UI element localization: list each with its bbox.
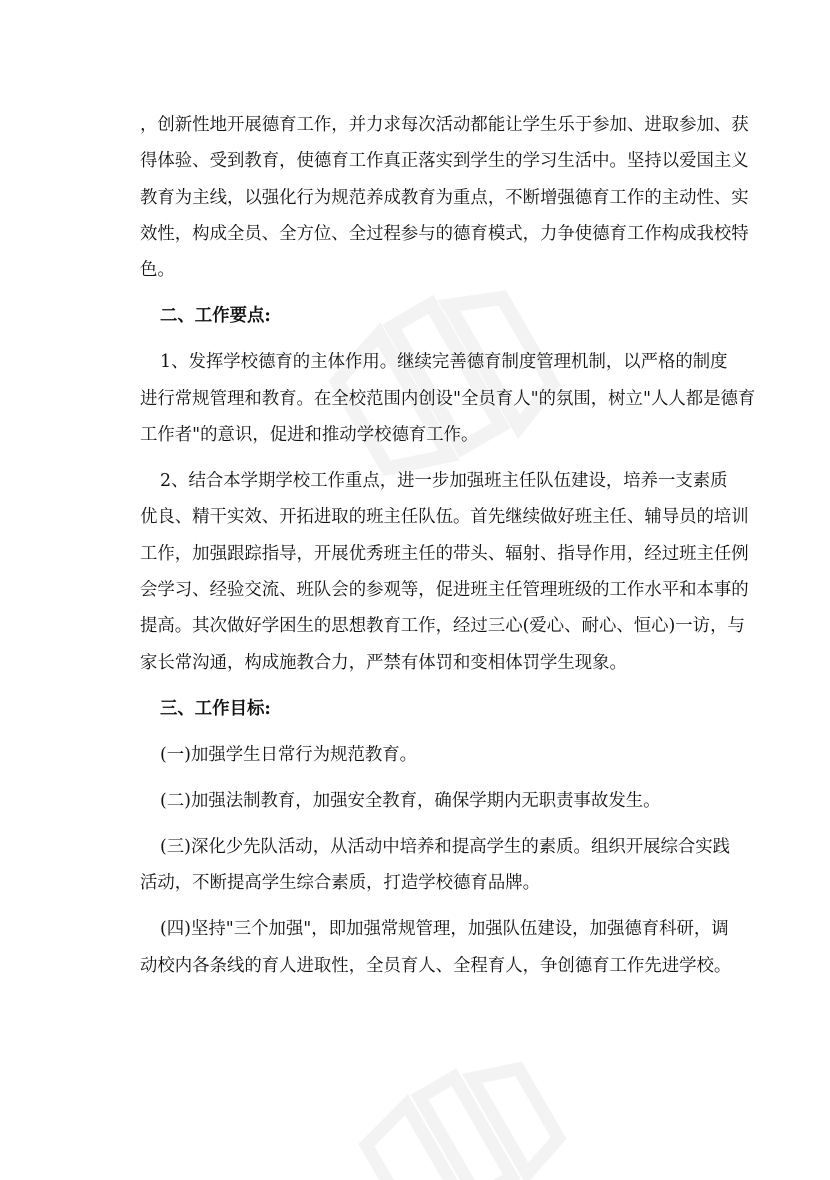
- paragraph-line: 工作者"的意识，促进和推动学校德育工作。: [140, 424, 479, 445]
- paragraph-line: ，创新性地开展德育工作，并力求每次活动都能让学生乐于参加、进取参加、获: [140, 115, 749, 135]
- paragraph-line: 得体验、受到教育，使德育工作真正落实到学生的学习生活中。坚持以爱国主义: [140, 151, 749, 172]
- paragraph-line: 动校内各条线的育人进取性，全员育人、全程育人，争创德育工作先进学校。: [140, 955, 732, 976]
- paragraph-line: 活动，不断提高学生综合素质，打造学校德育品牌。: [140, 873, 540, 894]
- paragraph-line: 效性，构成全员、全方位、全过程参与的德育模式，力争使德育工作构成我校特: [140, 223, 749, 244]
- document-body: [140, 107, 756, 984]
- goal-item-1: (一)加强学生日常行为规范教育。: [160, 744, 418, 765]
- paragraph-line: 2、结合本学期学校工作重点，进一步加强班主任队伍建设，培养一支素质: [160, 471, 728, 492]
- goal-item-3: (三)深化少先队活动，从活动中培养和提高学生的素质。组织开展综合实践: [160, 836, 731, 857]
- paragraph-line: 优良、精干实效、开拓进取的班主任队伍。首先继续做好班主任、辅导员的培训: [140, 507, 749, 528]
- goal-item-2: (二)加强法制教育，加强安全教育，确保学期内无职责事故发生。: [160, 790, 661, 811]
- paragraph-line: 工作，加强跟踪指导，开展优秀班主任的带头、辐射、指导作用，经过班主任例: [140, 543, 749, 564]
- paragraph-gap: [140, 335, 712, 345]
- paragraph-gap: [140, 681, 712, 691]
- paragraph-line: 进行常规管理和教育。在全校范围内创设"全员育人"的氛围，树立"人人都是德育: [140, 388, 756, 409]
- paragraph-gap: [140, 902, 712, 912]
- goal-item-4: (四)坚持"三个加强"，即加强常规管理，加强队伍建设，加强德育科研，调: [160, 919, 729, 940]
- paragraph-gap: [140, 819, 712, 829]
- section-heading-work-points: 二、工作要点:: [160, 306, 271, 327]
- paragraph-gap: [140, 727, 712, 737]
- paragraph-line: 教育为主线，以强化行为规范养成教育为重点，不断增强德育工作的主动性、实: [140, 187, 749, 208]
- paragraph-line: 会学习、经验交流、班队会的参观等，促进班主任管理班级的工作水平和本事的: [140, 579, 749, 600]
- section-heading-work-goals: 三、工作目标:: [160, 698, 271, 719]
- paragraph-gap: [140, 288, 712, 298]
- paragraph-line: 家长常沟通，构成施教合力，严禁有体罚和变相体罚学生现象。: [140, 652, 627, 673]
- paragraph-gap: [140, 773, 712, 783]
- paragraph-gap: [140, 453, 712, 463]
- paragraph-line: 色。: [140, 260, 175, 281]
- paragraph-line: 提高。其次做好学困生的思想教育工作，经过三心(爱心、耐心、恒心)一访，与: [140, 616, 745, 637]
- watermark-logo-bottom: [330, 1040, 570, 1180]
- paragraph-line: 1、发挥学校德育的主体作用。继续完善德育制度管理机制，以严格的制度: [160, 352, 728, 373]
